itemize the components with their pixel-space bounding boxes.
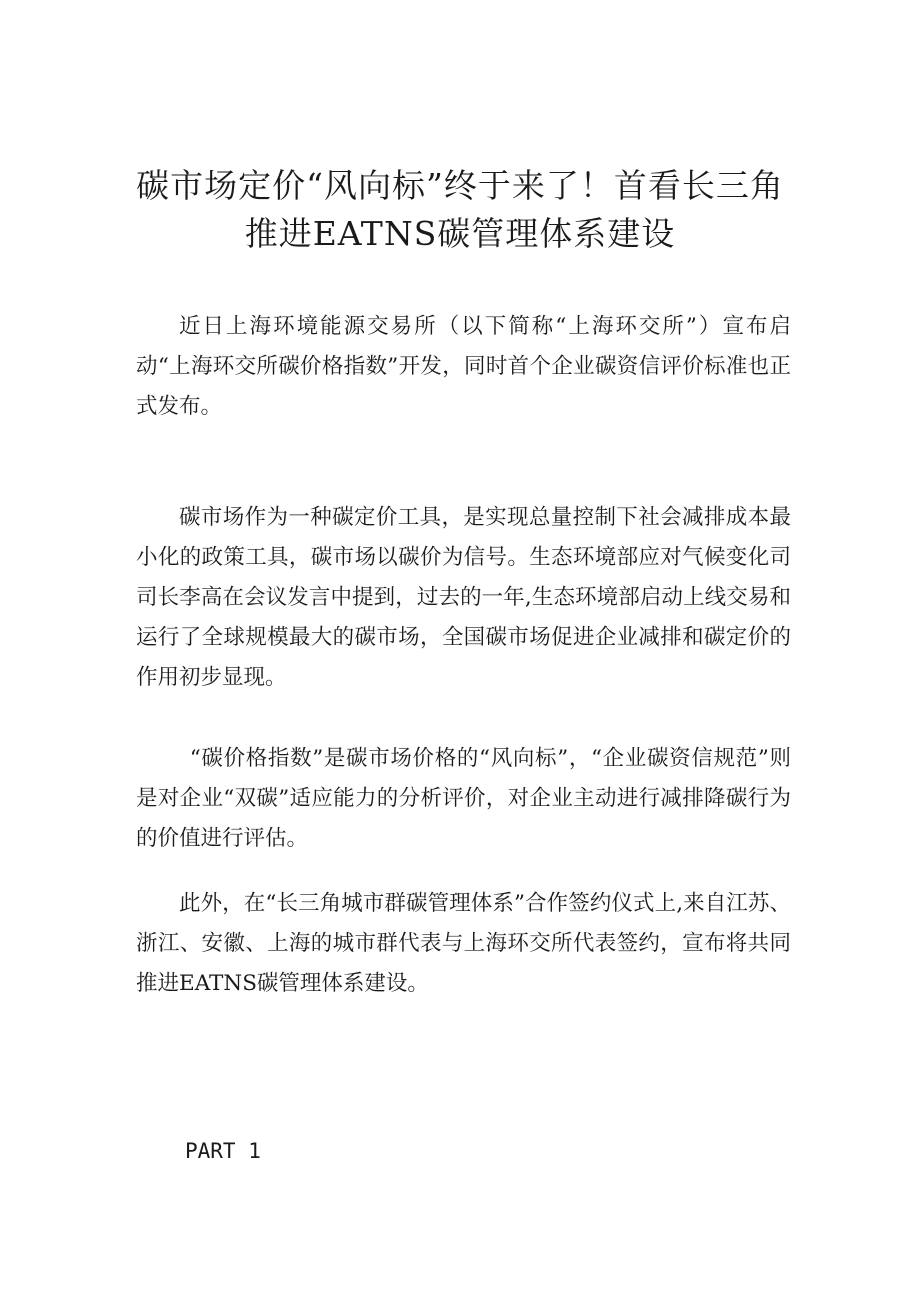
article-title: 碳市场定价“风向标”终于来了！首看长三角推进EATNS碳管理体系建设 [136, 166, 784, 253]
paragraph-price-index: “碳价格指数”是碳市场价格的“风向标”，“企业碳资信规范”则是对企业“双碳”适应能力的分析评价，对企业主动进行减排降碳行为的价值进行评估。 [136, 746, 791, 851]
section-label: PART 1 [185, 1139, 261, 1163]
paragraph-intro: 近日上海环境能源交易所（以下简称“上海环交所”）宣布启动“上海环交所碳价格指数”开发，同时首个企业碳资信评价标准也正式发布。 [136, 314, 791, 419]
paragraph-carbon-market: 碳市场作为一种碳定价工具，是实现总量控制下社会减排成本最小化的政策工具，碳市场以碳价为信号。生态环境部应对气候变化司司长李高在会议发言中提到，过去的一年,生态环境部启动上线交易和运行了全球规模最大的碳市场，全国碳市场促进企业减排和碳定价的作用初步显现。 [136, 505, 791, 690]
paragraph-yangtze-delta: 此外，在“长三角城市群碳管理体系”合作签约仪式上,来自江苏、浙江、安徽、上海的城市群代表与上海环交所代表签约，宣布将共同推进EATNS碳管理体系建设。 [136, 891, 791, 996]
